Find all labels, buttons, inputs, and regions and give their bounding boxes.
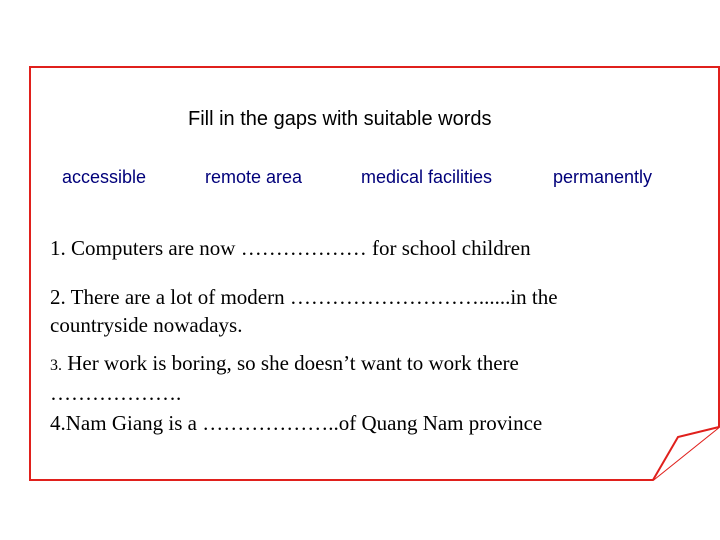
question-1: 1. Computers are now ……………… for school children xyxy=(50,236,531,260)
question-3-line-2: ………………. xyxy=(50,381,182,405)
worksheet-heading: Fill in the gaps with suitable words xyxy=(188,108,492,130)
word-bank-item: medical facilities xyxy=(361,167,493,187)
question-3-line-1 xyxy=(50,350,519,379)
word-bank-item: permanently xyxy=(553,167,653,187)
word-bank-item: accessible xyxy=(62,167,147,187)
question-2-line-1: 2. There are a lot of modern ………………………......in the xyxy=(50,285,558,309)
question-4: 4.Nam Giang is a ………………..of Quang Nam province xyxy=(50,411,543,435)
question-3-number: 3. xyxy=(50,357,62,374)
question-3-text: Her work is boring, so she doesn’t want to work there xyxy=(62,351,519,375)
word-bank-item: remote area xyxy=(205,167,303,187)
question-2-line-2: countryside nowadays. xyxy=(50,313,243,337)
